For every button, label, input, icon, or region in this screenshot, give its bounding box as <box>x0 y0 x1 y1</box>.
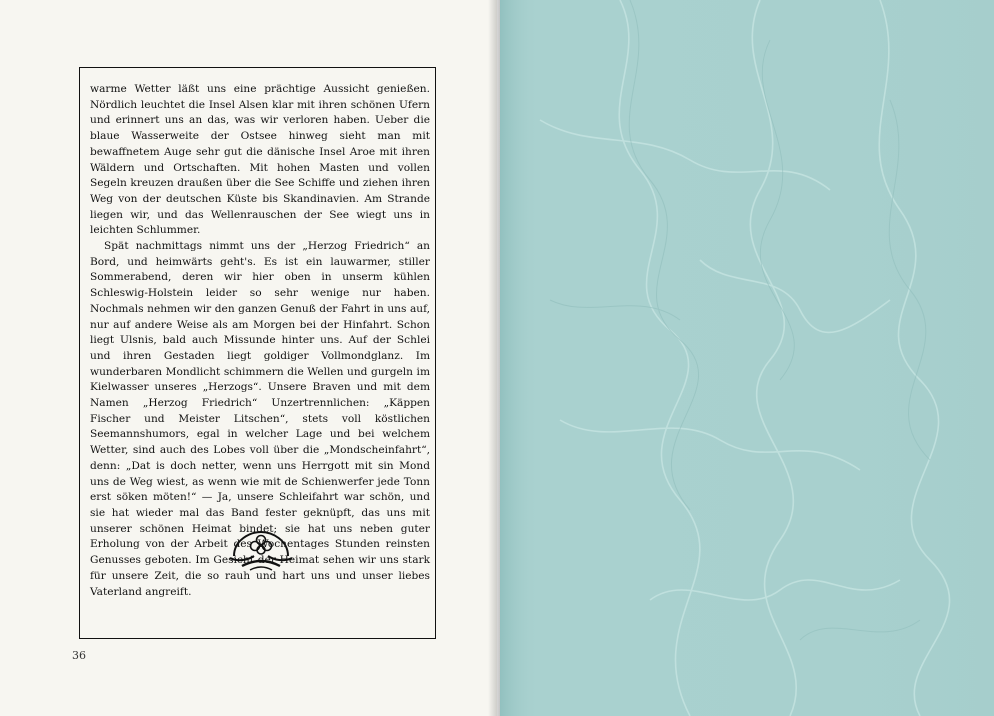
back-cover-endpaper <box>500 0 994 716</box>
floral-vignette-icon <box>228 526 294 572</box>
page-number: 36 <box>72 649 86 662</box>
paragraph-2: Spät nachmittags nimmt uns der „Herzog Friedrich“ an Bord, und heimwärts geht's. Es ist ein lauwarmer, stiller Sommerabend, deren wir hier oben in unserm kühlen Schleswig-Holstein leider so sehr wenige nur haben. Nochmals nehmen wir den ganzen Genuß der Fahrt in uns auf, nur auf andere Weise als am Morgen bei der Hinfahrt. Schon liegt Ulsnis, bald auch Missunde hinter uns. Auf der Schlei und ihren Gestaden liegt goldiger Vollmondglanz. Im wunderbaren Mondlicht schimmern die Wellen und gurgeln im Kielwasser unseres „Herzogs“. Unsere Braven und mit dem Namen „Herzog Friedrich“ Unzertrennlichen: „Käppen Fischer und Meister Litschen“, stets voll köstlichen Seemannshumors, egal in welcher Lage und bei welchem Wetter, sind auch des Lobes voll über die „Mondscheinfahrt“, denn: „Dat is doch netter, wenn uns Herrgott mit sin Mond uns de Weg wiest, as wenn wie mit de Schienwerfer jede Tonn erst söken möten!“ — Ja, unsere Schleifahrt war schön, und sie hat wieder mal das Band fester geknüpft, das uns mit unserer schönen Heimat bindet; sie hat uns neben guter Erholung von der Arbeit des Wochentages Stunden reinsten Genusses geboten. Im Gesicht der Heimat sehen wir uns stark für unsere Zeit, die so rauh und hart uns und unser liebes Vaterland angreift. <box>90 240 430 598</box>
paper-texture <box>500 0 994 716</box>
paragraph-1: warme Wetter läßt uns eine prächtige Aussicht genießen. Nördlich leuchtet die Insel Alsen klar mit ihren schönen Ufern und erinnert uns an das, was wir verloren haben. Ueber die blaue Wasserweite der Ostsee hinweg sieht man mit bewaffnetem Auge sehr gut die dänische Insel Aroe mit ihren Wäldern und Ortschaften. Mit hohen Masten und vollen Segeln kreuzen draußen über die See Schiffe und ziehen ihren Weg von der deutschen Küste bis Skandinavien. Am Strande liegen wir, und das Wellenrauschen der See wiegt uns in leichten Schlummer. <box>90 83 430 237</box>
body-text <box>90 82 430 600</box>
